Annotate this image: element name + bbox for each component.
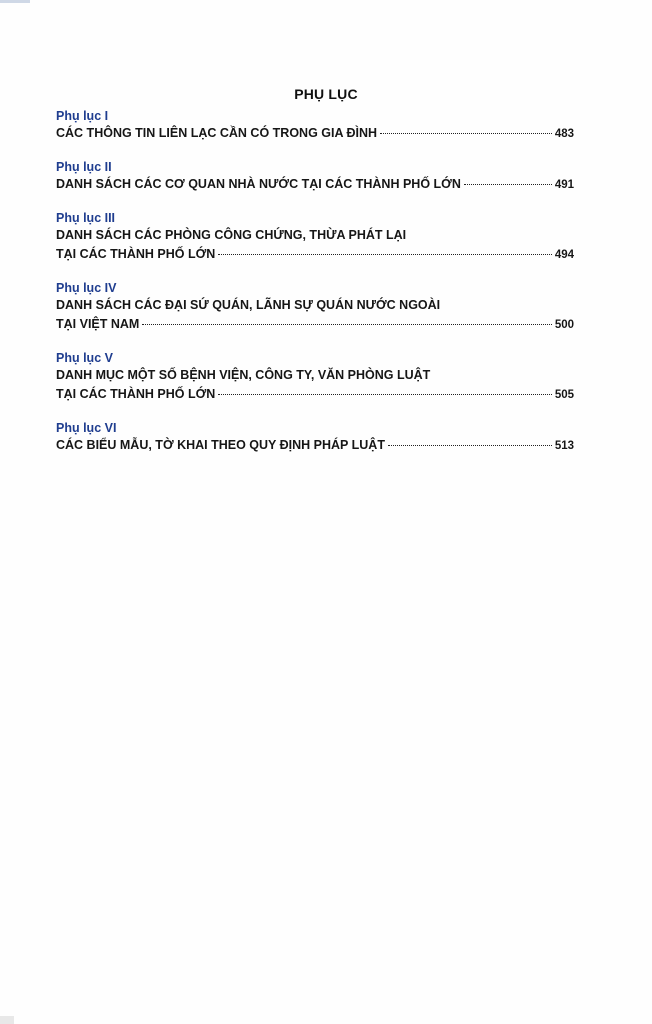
- toc-entry: [56, 108, 574, 144]
- appendix-title: DANH SÁCH CÁC ĐẠI SỨ QUÁN, LÃNH SỰ QUÁN NƯỚC NGOÀI: [56, 298, 441, 312]
- dot-leader: [218, 254, 552, 255]
- toc-line: [56, 296, 574, 315]
- dot-leader: [380, 133, 552, 134]
- page-number: 505: [554, 389, 574, 401]
- toc-line: [56, 245, 574, 265]
- appendix-title: CÁC BIỂU MẪU, TỜ KHAI THEO QUY ĐỊNH PHÁP LUẬT: [56, 438, 385, 452]
- appendix-title: CÁC THÔNG TIN LIÊN LẠC CẦN CÓ TRONG GIA ĐÌNH: [56, 126, 378, 140]
- toc-line: [56, 385, 574, 405]
- appendix-title-continued: TẠI CÁC THÀNH PHỐ LỚN: [56, 387, 216, 401]
- appendix-title: DANH SÁCH CÁC PHÒNG CÔNG CHỨNG, THỪA PHÁT LẠI: [56, 228, 407, 242]
- scan-corner-mark: [0, 1016, 14, 1024]
- appendix-label: Phụ lục VI: [56, 421, 117, 435]
- page-number: 494: [554, 249, 574, 261]
- dot-leader: [388, 445, 552, 446]
- toc-entry: [56, 280, 574, 335]
- page-number: 491: [554, 179, 574, 191]
- toc-line: [56, 175, 574, 195]
- toc-line: [56, 366, 574, 385]
- appendix-label: Phụ lục III: [56, 211, 116, 225]
- page-number: 500: [554, 319, 574, 331]
- appendix-title-continued: TẠI VIỆT NAM: [56, 317, 140, 331]
- appendix-title: DANH MỤC MỘT SỐ BỆNH VIỆN, CÔNG TY, VĂN PHÒNG LUẬT: [56, 368, 431, 382]
- dot-leader: [464, 184, 552, 185]
- appendix-label: Phụ lục IV: [56, 281, 117, 295]
- dot-leader: [218, 394, 552, 395]
- toc-entry: [56, 350, 574, 405]
- toc-line: [56, 124, 574, 144]
- toc-entry: [56, 159, 574, 195]
- dot-leader: [142, 324, 551, 325]
- scan-edge-mark: [0, 0, 30, 3]
- toc-line: [56, 436, 574, 456]
- page-title: PHỤ LỤC: [294, 86, 358, 102]
- appendix-title: DANH SÁCH CÁC CƠ QUAN NHÀ NƯỚC TẠI CÁC THÀNH PHỐ LỚN: [56, 177, 461, 191]
- appendix-label: Phụ lục II: [56, 160, 112, 174]
- page-number: 483: [554, 128, 574, 140]
- toc-line: [56, 315, 574, 335]
- appendix-label: Phụ lục I: [56, 109, 109, 123]
- toc-line: [56, 226, 574, 245]
- toc-entry: [56, 420, 574, 456]
- appendix-table-of-contents: [56, 108, 574, 471]
- appendix-label: Phụ lục V: [56, 351, 113, 365]
- appendix-title-continued: TẠI CÁC THÀNH PHỐ LỚN: [56, 247, 216, 261]
- page-number: 513: [554, 440, 574, 452]
- toc-entry: [56, 210, 574, 265]
